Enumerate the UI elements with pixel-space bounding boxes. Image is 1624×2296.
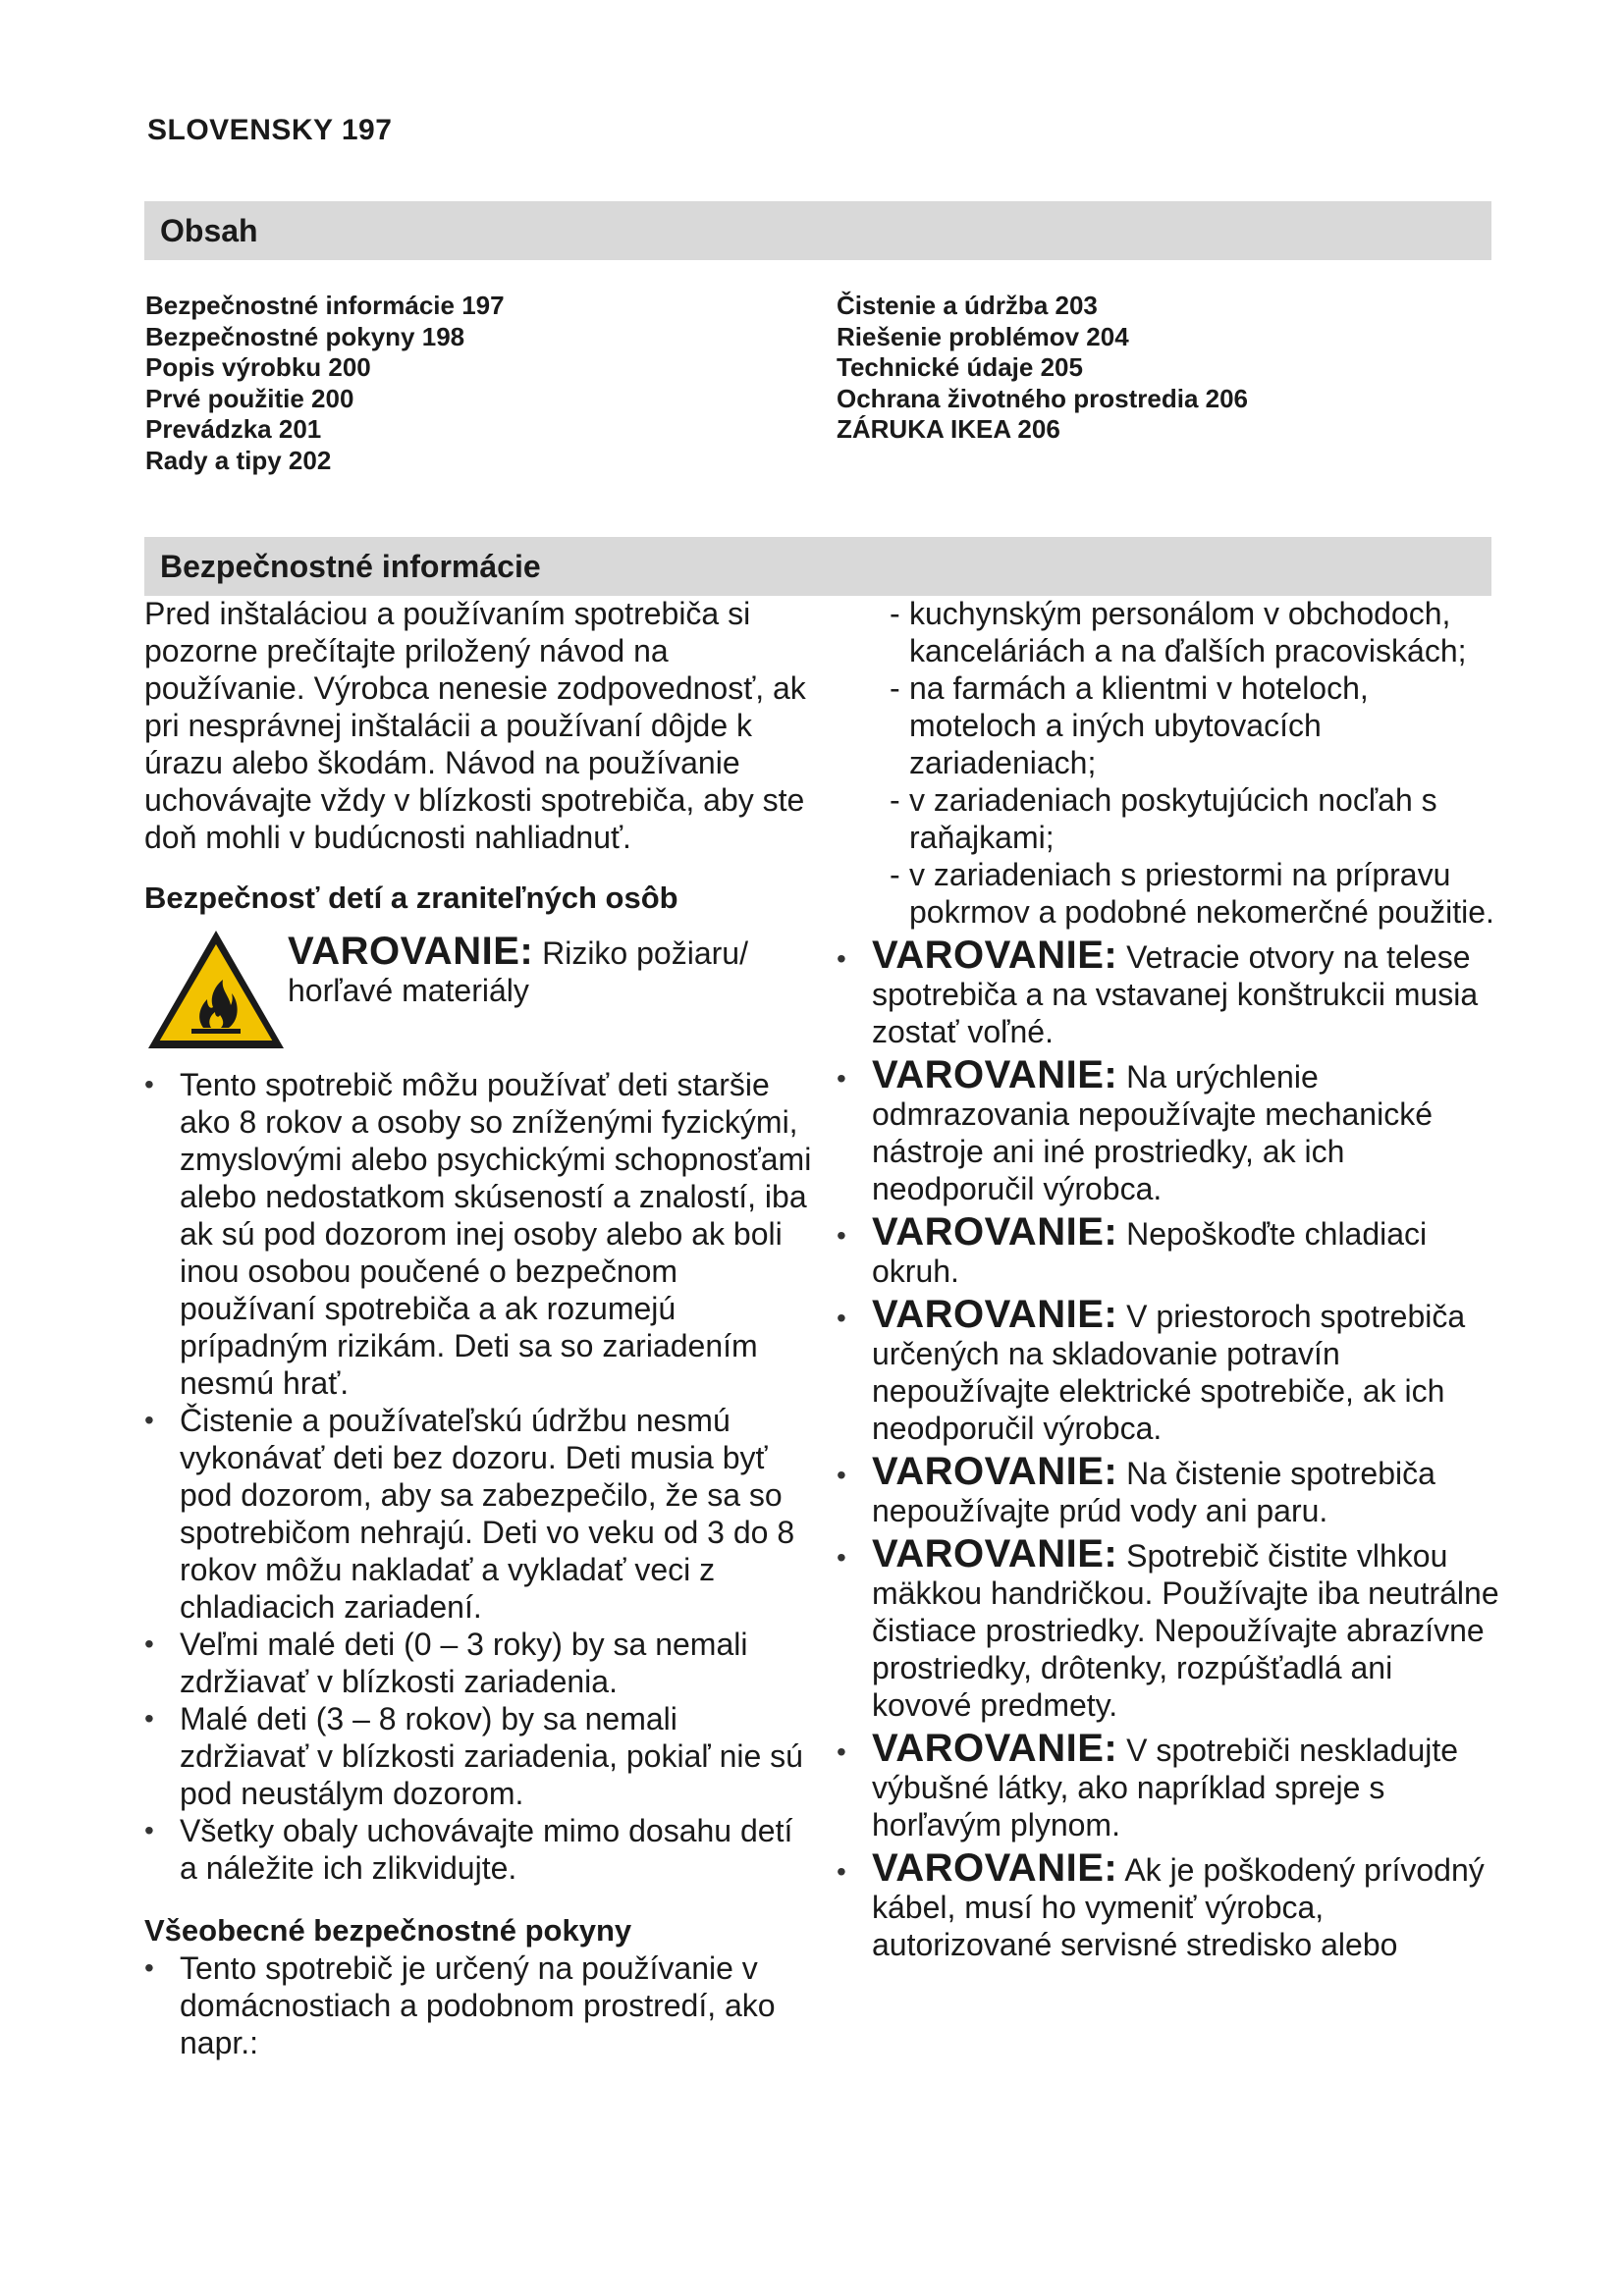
bullet-icon: • <box>837 1736 846 1767</box>
page-header: SLOVENSKY 197 <box>147 114 393 146</box>
list-item: - kuchynským personálom v obchodoch, kanceláriách a na ďalších pracoviskách; <box>890 595 1500 669</box>
section-title-bar: Bezpečnostné informácie <box>144 537 1491 596</box>
toc-entry[interactable]: Technické údaje 205 <box>837 352 1083 382</box>
warning-text: Ak je poškodený prívodný kábel, musí ho vymeniť výrobca, autorizované servisné stredisko alebo <box>872 1852 1485 1962</box>
general-safety-list <box>144 1949 812 2061</box>
list-item: - v zariadeniach s priestormi na prípravu pokrmov a podobné nekomerčné použitie. <box>890 856 1500 931</box>
list-item: - v zariadeniach poskytujúcich nocľah s raňajkami; <box>890 781 1500 856</box>
warning-item <box>837 1210 1500 1290</box>
bullet-icon: • <box>837 1856 846 1887</box>
list-item: • Veľmi malé deti (0 – 3 roky) by sa nemali zdržiavať v blízkosti zariadenia. <box>144 1626 812 1700</box>
warning-keyword: VAROVANIE: <box>872 934 1118 977</box>
bullet-icon: • <box>837 1542 846 1573</box>
warning-item <box>837 934 1500 1050</box>
bullet-icon: • <box>837 1220 846 1251</box>
warning-item <box>837 1532 1500 1724</box>
usage-environment-list <box>872 595 1500 931</box>
warning-keyword: VAROVANIE: <box>872 1846 1118 1890</box>
toc-entry[interactable]: Ochrana životného prostredia 206 <box>837 383 1249 413</box>
fire-warning-description: Riziko požiaru/ horľavé materiály <box>288 935 748 1008</box>
toc-entry[interactable]: Čistenie a údržba 203 <box>837 291 1098 320</box>
toc-entry[interactable]: Popis výrobku 200 <box>145 352 371 382</box>
right-column <box>837 595 1500 1963</box>
toc-entry[interactable]: Bezpečnostné pokyny 198 <box>145 321 465 351</box>
children-safety-heading: Bezpečnosť detí a zraniteľných osôb <box>144 881 678 915</box>
toc-entry[interactable]: Bezpečnostné informácie 197 <box>145 291 505 320</box>
warning-text: Na čistenie spotrebiča nepoužívajte prúd vody ani paru. <box>872 1456 1435 1528</box>
list-item: • Tento spotrebič je určený na používanie v domácnostiach a podobnom prostredí, ako napr.: <box>144 1949 812 2061</box>
bullet-icon: • <box>837 1063 846 1094</box>
warning-text: Na urýchlenie odmrazovania nepoužívajte mechanické nástroje ani iné prostriedky, ak ich neodporučil výrobca. <box>872 1059 1433 1206</box>
warning-text: Vetracie otvory na telese spotrebiča a na vstavanej konštrukcii musia zostať voľné. <box>872 939 1479 1049</box>
warning-keyword: VAROVANIE: <box>872 1053 1118 1096</box>
warning-keyword: VAROVANIE: <box>872 1450 1118 1493</box>
toc-entry[interactable]: Prvé použitie 200 <box>145 383 354 413</box>
children-safety-list <box>144 1066 812 1887</box>
warning-item <box>837 1846 1500 1963</box>
bullet-icon: • <box>837 943 846 974</box>
toc-entry[interactable]: Riešenie problémov 204 <box>837 321 1129 351</box>
list-item: • Čistenie a používateľskú údržbu nesmú vykonávať deti bez dozoru. Deti musia byť pod dozorom, aby sa zabezpečilo, že sa so spotrebičom nehrajú. Deti vo veku od 3 do 8 rokov môžu nakladať a vykladať veci z chladiacich zariadení. <box>144 1402 812 1626</box>
warning-keyword: VAROVANIE: <box>288 930 534 973</box>
toc-right-column <box>837 291 1248 446</box>
list-item: - na farmách a klientmi v hoteloch, moteloch a iných ubytovacích zariadeniach; <box>890 669 1500 781</box>
warning-item <box>837 1450 1500 1529</box>
warning-text: Nepoškoďte chladiaci okruh. <box>872 1216 1428 1289</box>
fire-warning <box>144 927 812 1052</box>
general-safety-heading: Všeobecné bezpečnostné pokyny <box>144 1913 632 1948</box>
fire-warning-text <box>288 930 812 1009</box>
list-item: • Malé deti (3 – 8 rokov) by sa nemali zdržiavať v blízkosti zariadenia, pokiaľ nie sú pod neustálym dozorom. <box>144 1700 812 1812</box>
list-item: • Tento spotrebič môžu používať deti staršie ako 8 rokov a osoby so zníženými fyzickými, zmyslovými alebo psychickými schopnosťami alebo nedostatkom skúseností a znalostí, iba ak sú pod dozorom inej osoby alebo ak boli inou osobou poučené o bezpečnom používaní spotrebiča a ak rozumejú prípadným rizikám. Deti sa so zariadením nesmú hrať. <box>144 1066 812 1402</box>
warning-keyword: VAROVANIE: <box>872 1293 1118 1336</box>
warning-item <box>837 1053 1500 1207</box>
toc-entry[interactable]: Prevádzka 201 <box>145 414 322 444</box>
warning-keyword: VAROVANIE: <box>872 1532 1118 1575</box>
toc-entry[interactable]: Rady a tipy 202 <box>145 445 332 475</box>
warning-keyword: VAROVANIE: <box>872 1727 1118 1770</box>
warning-item <box>837 1727 1500 1843</box>
warning-text: V priestoroch spotrebiča určených na skladovanie potravín nepoužívajte elektrické spotrebiče, ak ich neodporučil výrobca. <box>872 1299 1466 1446</box>
list-item: • Všetky obaly uchovávajte mimo dosahu detí a náležite ich zlikvidujte. <box>144 1812 812 1887</box>
fire-hazard-icon <box>144 927 288 1052</box>
warning-item <box>837 1293 1500 1447</box>
intro-paragraph: Pred inštaláciou a používaním spotrebiča si pozorne prečítajte priložený návod na používanie. Výrobca nenesie zodpovednosť, ak pri nesprávnej inštalácii a používaní dôjde k úrazu alebo škodám. Návod na používanie uchovávajte vždy v blízkosti spotrebiča, aby ste doň mohli v budúcnosti nahliadnuť. <box>144 596 806 855</box>
toc-entry[interactable]: ZÁRUKA IKEA 206 <box>837 414 1060 444</box>
toc-left-column <box>145 291 505 476</box>
warnings-list <box>837 934 1500 1963</box>
warning-keyword: VAROVANIE: <box>872 1210 1118 1254</box>
toc-title-bar: Obsah <box>144 201 1491 260</box>
bullet-icon: • <box>837 1303 846 1333</box>
left-column <box>144 595 812 2061</box>
warning-text: V spotrebiči neskladujte výbušné látky, ako napríklad spreje s horľavým plynom. <box>872 1733 1459 1842</box>
warning-text: Spotrebič čistite vlhkou mäkkou handričkou. Používajte iba neutrálne čistiace prostriedky. Nepoužívajte abrazívne prostriedky, drôtenky, rozpúšťadlá ani kovové predmety. <box>872 1538 1499 1723</box>
bullet-icon: • <box>837 1460 846 1490</box>
